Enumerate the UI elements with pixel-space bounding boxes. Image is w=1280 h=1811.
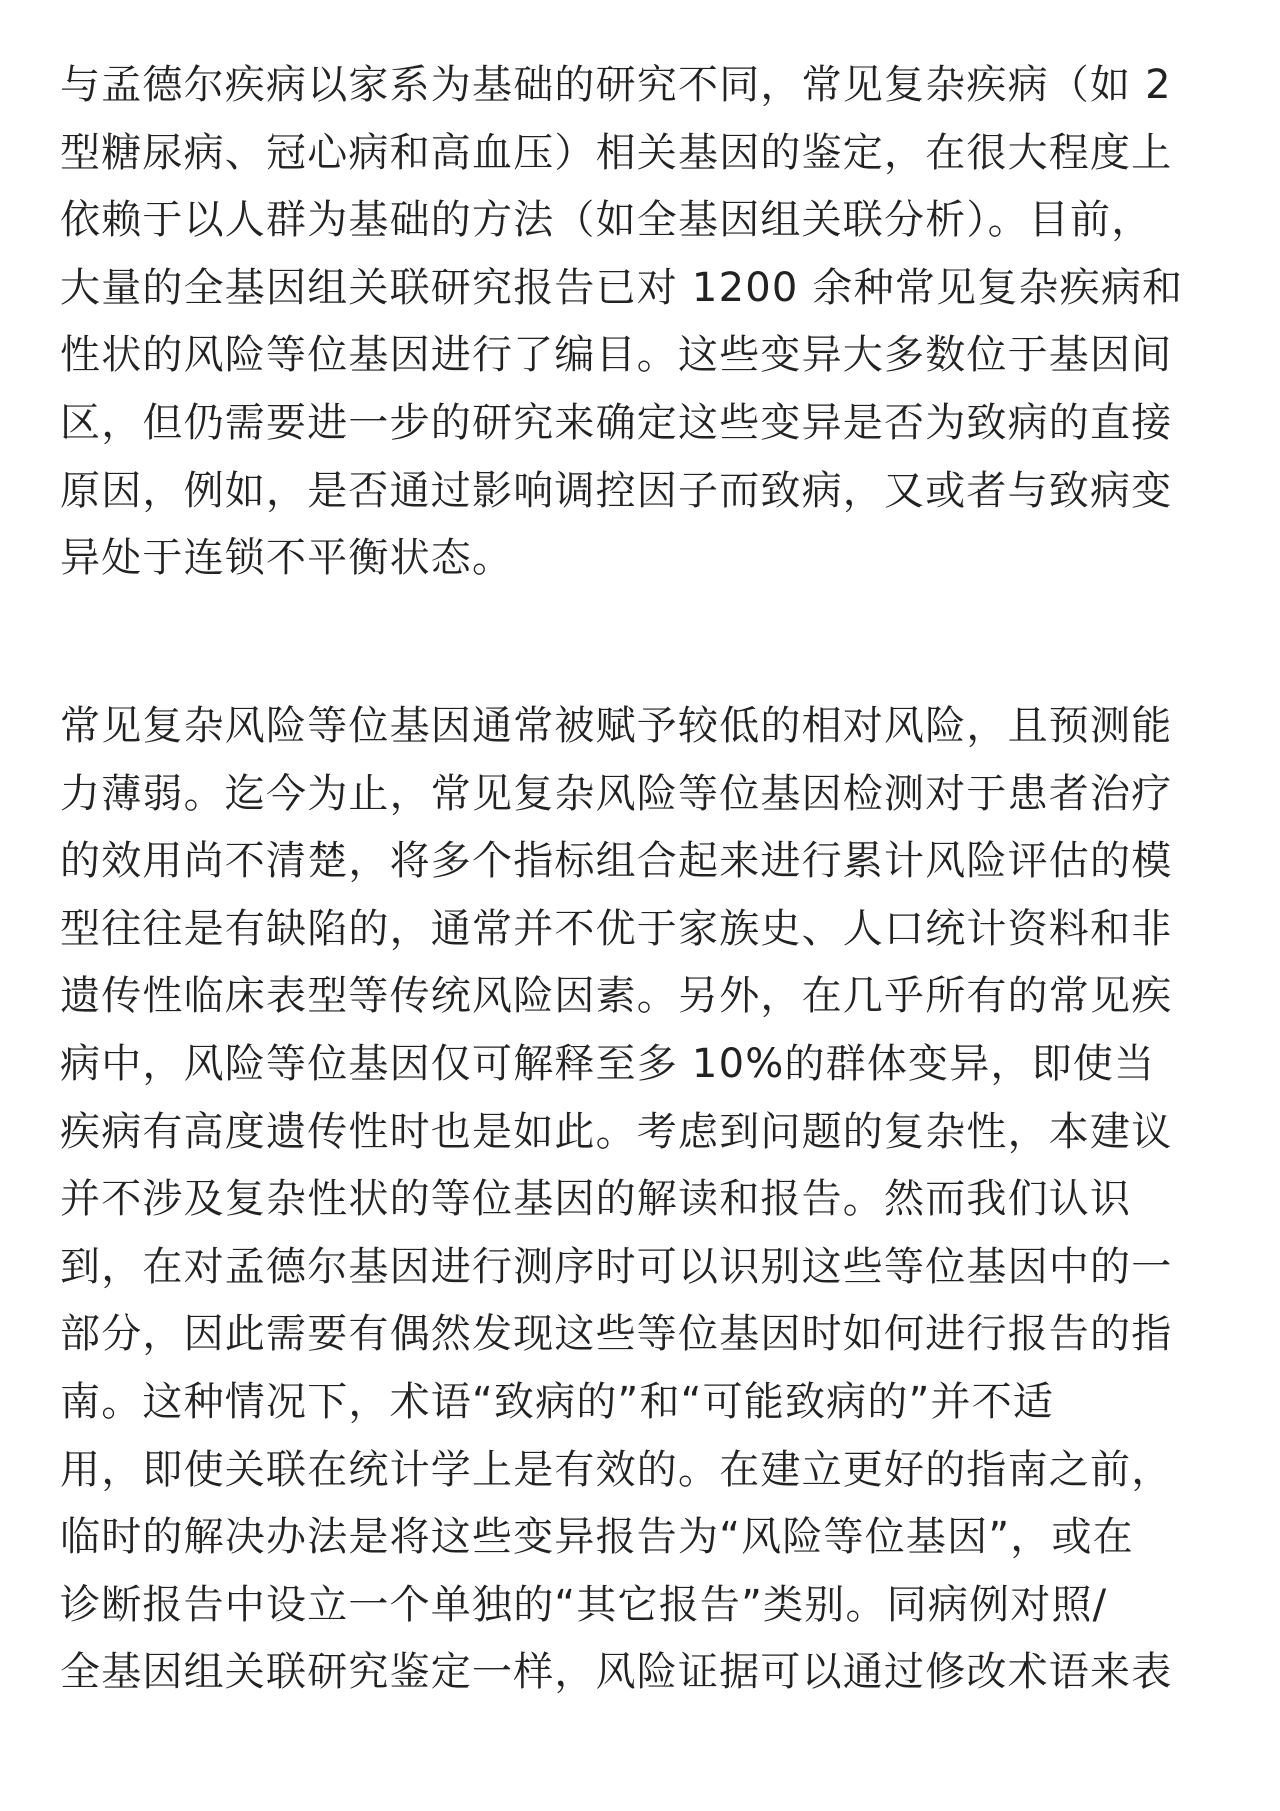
text-line: 异处于连锁不平衡状态。: [60, 535, 514, 582]
text-line: 疾病有高度遗传性时也是如此。考虑到问题的复杂性，本建议: [60, 1108, 1173, 1155]
text-line: 并不涉及复杂性状的等位基因的解读和报告。然而我们认识: [60, 1176, 1132, 1223]
text-line: 区，但仍需要进一步的研究来确定这些变异是否为致病的直接: [60, 399, 1173, 446]
text-line: 力薄弱。迄今为止，常见复杂风险等位基因检测对于患者治疗: [60, 770, 1173, 817]
text-line: 用，即使关联在统计学上是有效的。在建立更好的指南之前，: [60, 1446, 1173, 1493]
paragraph-2: [60, 693, 1230, 1707]
text-line: 南。这种情况下，术语“致病的”和“可能致病的”并不适: [60, 1378, 1055, 1425]
text-line: 全基因组关联研究鉴定一样，风险证据可以通过修改术语来表: [60, 1649, 1173, 1696]
text-line: 与孟德尔疾病以家系为基础的研究不同，常见复杂疾病（如 2: [60, 62, 1172, 108]
text-line: 诊断报告中设立一个单独的“其它报告”类别。同病例对照/: [60, 1581, 1108, 1628]
text-line: 病中，风险等位基因仅可解释至多 10%的群体变异，即使当: [60, 1040, 1156, 1087]
text-line: 性状的风险等位基因进行了编目。这些变异大多数位于基因间: [60, 332, 1173, 379]
text-line: 常见复杂风险等位基因通常被赋予较低的相对风险，且预测能: [60, 703, 1173, 749]
text-line: 临时的解决办法是将这些变异报告为“风险等位基因”，或在: [60, 1514, 1134, 1561]
text-line: 原因，例如，是否通过影响调控因子而致病，又或者与致病变: [60, 467, 1173, 514]
text-line: 遗传性临床表型等传统风险因素。另外，在几乎所有的常见疾: [60, 973, 1173, 1020]
text-line: 的效用尚不清楚，将多个指标组合起来进行累计风险评估的模: [60, 838, 1173, 885]
paragraph-1: [60, 52, 1230, 593]
text-line: 部分，因此需要有偶然发现这些等位基因时如何进行报告的指: [60, 1311, 1173, 1358]
text-line: 型糖尿病、冠心病和高血压）相关基因的鉴定，在很大程度上: [60, 129, 1173, 176]
text-line: 依赖于以人群为基础的方法（如全基因组关联分析）。目前，: [60, 197, 1153, 244]
text-line: 型往往是有缺陷的，通常并不优于家族史、人口统计资料和非: [60, 905, 1173, 952]
text-line: 大量的全基因组关联研究报告已对 1200 余种常见复杂疾病和: [60, 264, 1184, 311]
text-line: 到，在对孟德尔基因进行测序时可以识别这些等位基因中的一: [60, 1243, 1173, 1290]
